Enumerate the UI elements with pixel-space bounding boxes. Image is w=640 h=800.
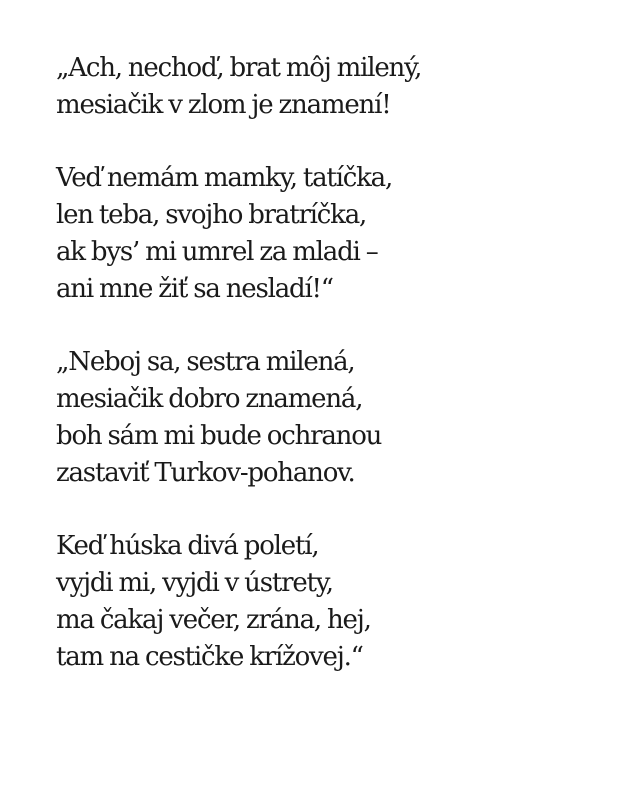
poem-line: tam na cestičke krížovej.“ <box>56 642 363 672</box>
poem-line: Keď húska divá poletí, <box>56 531 319 561</box>
poem-page <box>56 50 616 676</box>
poem-line: mesiačik dobro znamená, <box>56 384 363 414</box>
poem-line: zastaviť Turkov-pohanov. <box>56 458 355 488</box>
poem-line: boh sám mi bude ochranou <box>56 421 382 451</box>
poem-line: „Neboj sa, sestra milená, <box>56 347 355 377</box>
poem-line: mesiačik v zlom je znamení! <box>56 90 391 120</box>
stanza-2 <box>56 160 616 308</box>
poem-line: len teba, svojho bratríčka, <box>56 200 367 230</box>
poem-line: vyjdi mi, vyjdi v ústrety, <box>56 568 333 598</box>
stanza-3 <box>56 344 616 492</box>
stanza-4 <box>56 528 616 676</box>
poem-line: ma čakaj večer, zrána, hej, <box>56 605 371 635</box>
poem-line: ani mne žiť sa nesladí!“ <box>56 274 333 304</box>
stanza-1 <box>56 50 616 124</box>
poem-line: „Ach, nechoď, brat môj milený, <box>56 53 422 83</box>
poem-line: Veď nemám mamky, tatíčka, <box>56 163 393 193</box>
poem-line: ak bys’ mi umrel za mladi – <box>56 237 378 267</box>
